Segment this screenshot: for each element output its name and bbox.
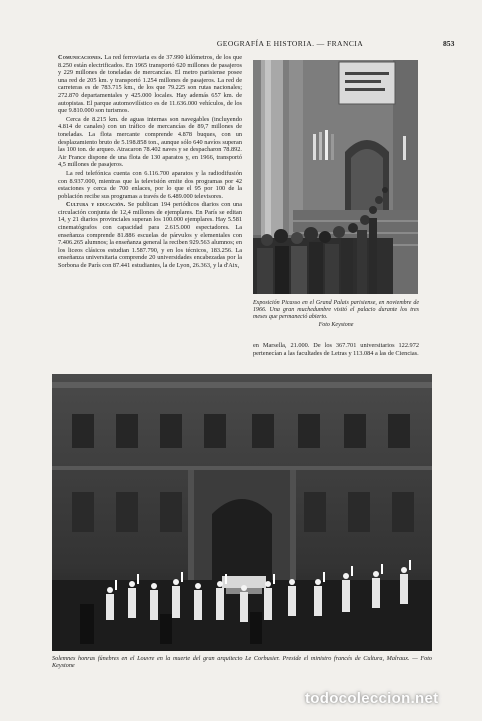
- right-column-continuation: en Marsella, 21.000. De los 367.701 universitarios 122.972 pertenecían a las facultades de Letras y 113.084 a las de Ciencias.: [253, 342, 419, 357]
- page-number: 853: [443, 39, 455, 48]
- bottom-photo-credit: Foto Keystone: [52, 655, 433, 670]
- bottom-caption-text: Solemnes honras fúnebres en el Louvre en la muerte del gran arquitecto Le Corbusier. Preside el ministro francés de Cultura, Malraux.: [52, 655, 410, 662]
- running-head: GEOGRAFÍA E HISTORIA. — FRANCIA: [216, 39, 364, 48]
- cultura-text: Se publican 194 periódicos diarios con una circulación conjunta de 12,4 millones de ejemplares. En París se editan 14, y 21 diarios provinciales superan los 100.000 ejemplares. Hay 5.581 cinematógrafos con capacidad para 2.615.000 espectadores. La enseñanza comprende 81.886 escuelas de párvulos y elementales con 7.406.265 alumnos; la enseñanza general la reciben 929.563 alumnos; en los liceos clásicos estudian 1.587.790, y en los técnicos, 183.256. La enseñanza universitaria comprende 20 universidades encabezadas por la Sorbona de París con 87.441 estudiantes, la de Lyon, 26.363, y la d'Aix,: [58, 201, 242, 270]
- bottom-photo-caption: Solemnes honras fúnebres en el Louvre en la muerte del gran arquitecto Le Corbusier. Preside el ministro francés de Cultura, Malraux. — Foto Keystone: [52, 655, 433, 670]
- paragraph-comunicaciones: [58, 54, 242, 115]
- section-heading-cultura: Cultura y educación.: [66, 201, 126, 209]
- paragraph-cultura: [58, 201, 242, 269]
- watermark-logo: todocoleccion.net: [305, 690, 439, 707]
- top-photo-caption: [253, 300, 419, 329]
- comunicaciones-text: La red ferroviaria es de 37.990 kilómetros, de los que 8.250 están electrificados. En 1965 transportó 620 millones de pasajeros y 229 millones de toneladas de mercancías. El metro parisiense posee una red de 205 km. y transportó 1.254 millones de pasajeros. La red de carreteras es de 783.715 km., de los que 79.225 son rutas nacionales; 272.870 departamentales y 425.000 locales. Hay además 657 km. de autopistas. El parque automovilístico es de 11.636.000 vehículos, de los que 9.810.000 son turismos.: [58, 54, 242, 115]
- top-caption-text: Exposición Picasso en el Grand Palais parisiense, en noviembre de 1966. Una gran muchedumbre visitó el palacio durante los tres meses que permaneció abierto.: [253, 300, 419, 321]
- photo-grand-palais-crowd: [253, 60, 418, 294]
- left-text-column: [58, 54, 242, 421]
- section-heading-comunicaciones: Comunicaciones.: [58, 54, 103, 61]
- top-photo-credit: Foto Keystone: [318, 321, 354, 328]
- photo-louvre-funeral: [52, 374, 432, 651]
- paragraph-navegacion: Cerca de 8.215 km. de aguas internas son navegables (incluyendo 4.814 de canales) con un tráfico de mercancías de 89,7 millones de toneladas. La flota mercante comprende 4.878 buques, con un desplazamiento bruto de 5.198.858 ton., aunque sólo 640 navíos superan las 100 ton. de arqueo. Atracaron 78.402 naves y se despacharon 78.892. Air France dispone de una flota de 130 aparatos y, en 1966, transportó 4,5 millones de pasajeros.: [58, 115, 242, 169]
- paragraph-telefonia: La red telefónica cuenta con 6.116.700 aparatos y la radiodifusión con 8.937.000, mientras que la televisión emite dos programas por 42 estaciones y cerca de 700 enlaces, por lo que el 95 por 100 de la población recibe sus programas a través de 6.489.000 televisores.: [58, 169, 242, 200]
